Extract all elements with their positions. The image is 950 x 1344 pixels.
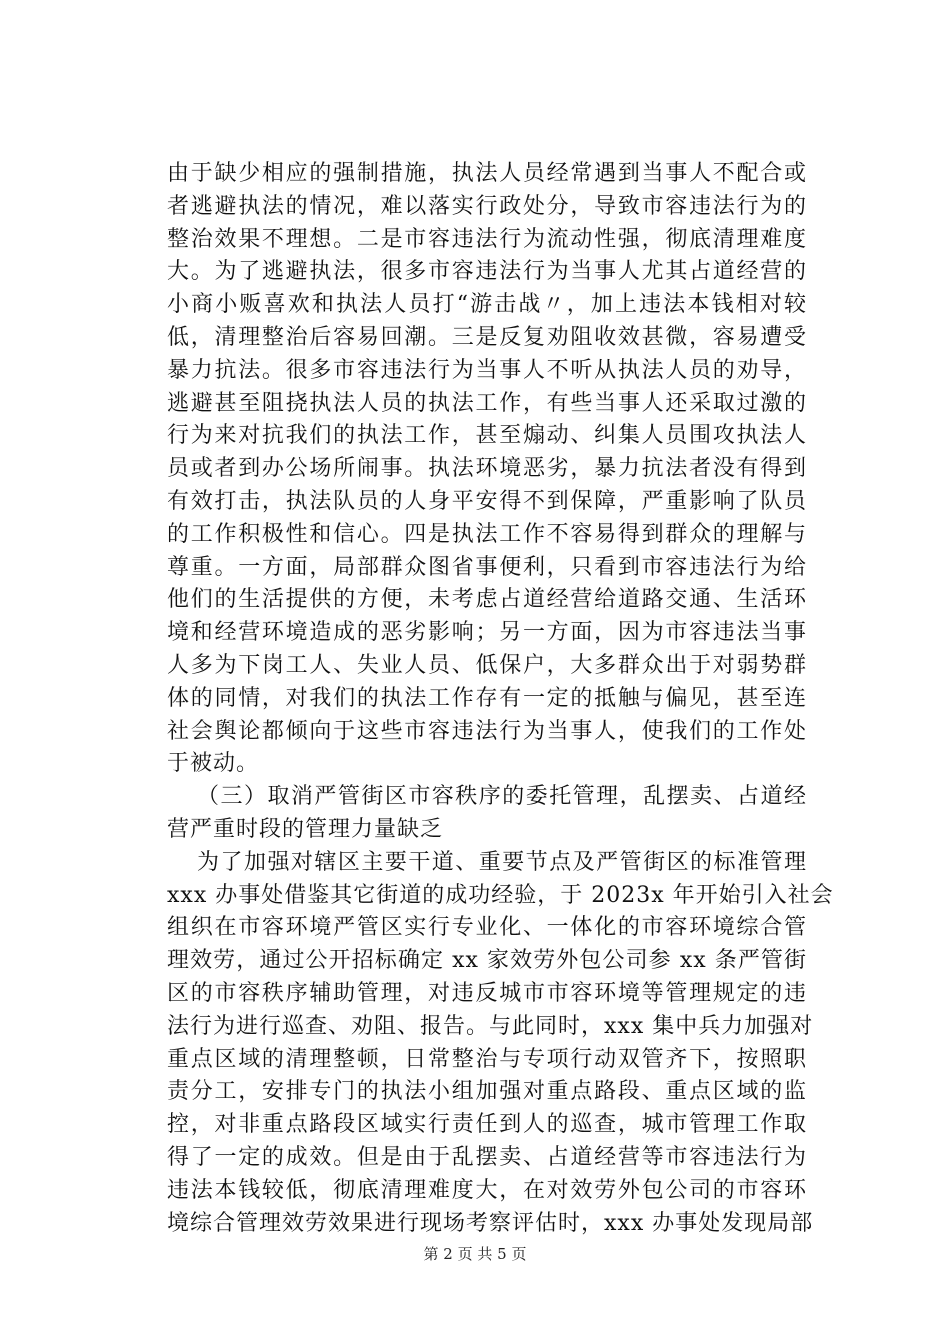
text-line: （三）取消严管街区市容秩序的委托管理，乱摆卖、占道经 — [197, 784, 807, 810]
text-line: 体的同情，对我们的执法工作存有一定的抵触与偏见，甚至连 — [167, 685, 807, 711]
text-line: 境综合管理效劳效果进行现场考察评估时，xxx 办事处发现局部 — [167, 1210, 814, 1236]
page-number-footer: 第 2 页 共 5 页 — [423, 1245, 527, 1263]
text-line: 低，清理整治后容易回潮。三是反复劝阻收效甚微，容易遭受 — [167, 324, 807, 350]
text-line: 他们的生活提供的方便，未考虑占道经营给道路交通、生活环 — [167, 587, 807, 613]
text-line: 理效劳，通过公开招标确定 xx 家效劳外包公司参 xx 条严管街 — [167, 948, 807, 974]
text-line: 为了加强对辖区主要干道、重要节点及严管街区的标准管理 — [197, 849, 807, 875]
text-line: 人多为下岗工人、失业人员、低保户，大多群众出于对弱势群 — [167, 652, 807, 678]
text-line: 组织在市容环境严管区实行专业化、一体化的市容环境综合管 — [167, 915, 807, 941]
text-line: 者逃避执法的情况，难以落实行政处分，导致市容违法行为的 — [167, 193, 807, 219]
text-line: 暴力抗法。很多市容违法行为当事人不听从执法人员的劝导， — [167, 357, 807, 383]
text-line: 大。为了逃避执法，很多市容违法行为当事人尤其占道经营的 — [167, 259, 807, 285]
text-line: 社会舆论都倾向于这些市容违法行为当事人，使我们的工作处 — [167, 718, 807, 744]
text-line: 由于缺少相应的强制措施，执法人员经常遇到当事人不配合或 — [167, 161, 807, 186]
text-line: 小商小贩喜欢和执法人员打“游击战〃，加上违法本钱相对较 — [167, 292, 807, 318]
text-line: 尊重。一方面，局部群众图省事便利，只看到市容违法行为给 — [167, 554, 807, 580]
text-line: 的工作积极性和信心。四是执法工作不容易得到群众的理解与 — [167, 521, 807, 547]
text-line: 重点区域的清理整顿，日常整治与专项行动双管齐下，按照职 — [167, 1046, 807, 1072]
text-line: 逃避甚至阻挠执法人员的执法工作，有些当事人还采取过激的 — [167, 390, 807, 416]
text-line: 区的市容秩序辅助管理，对违反城市市容环境等管理规定的违 — [167, 980, 807, 1006]
text-line: 员或者到办公场所闹事。执法环境恶劣，暴力抗法者没有得到 — [167, 456, 807, 482]
text-line: 境和经营环境造成的恶劣影响；另一方面，因为市容违法当事 — [167, 620, 807, 646]
document-body — [167, 158, 834, 1240]
text-line: 违法本钱较低，彻底清理难度大，在对效劳外包公司的市容环 — [167, 1177, 807, 1203]
text-line: xxx 办事处借鉴其它街道的成功经验，于 2023x 年开始引入社会 — [167, 882, 834, 908]
text-line: 行为来对抗我们的执法工作，甚至煽动、纠集人员围攻执法人 — [167, 423, 807, 449]
text-line: 整治效果不理想。二是市容违法行为流动性强，彻底清理难度 — [167, 226, 807, 252]
text-line: 有效打击，执法队员的人身平安得不到保障，严重影响了队员 — [167, 488, 807, 514]
text-line: 于被动。 — [167, 751, 260, 777]
text-line: 营严重时段的管理力量缺乏 — [167, 816, 444, 842]
text-line: 责分工，安排专门的执法小组加强对重点路段、重点区域的监 — [167, 1079, 807, 1105]
text-line: 控，对非重点路段区域实行责任到人的巡查，城市管理工作取 — [167, 1112, 807, 1138]
text-line: 得了一定的成效。但是由于乱摆卖、占道经营等市容违法行为 — [167, 1144, 807, 1170]
text-line: 法行为进行巡查、劝阻、报告。与此同时，xxx 集中兵力加强对 — [167, 1013, 814, 1039]
